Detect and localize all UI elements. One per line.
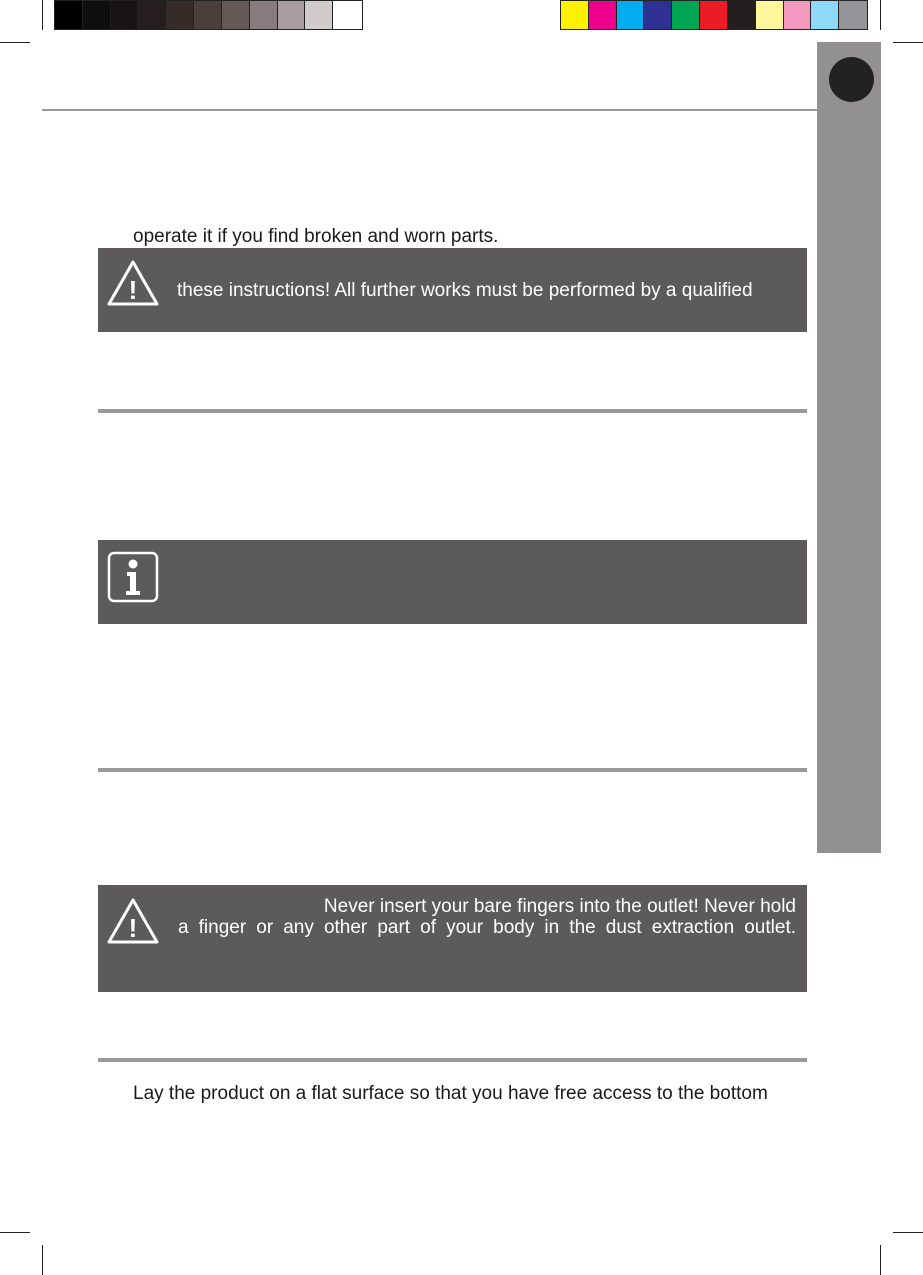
crop-mark <box>893 1232 923 1233</box>
grayscale-swatch <box>111 1 139 29</box>
process-swatch <box>811 1 839 29</box>
grayscale-swatch <box>333 1 362 29</box>
warning-text: these instructions! All further works must be performed by a qualified <box>177 280 753 301</box>
process-swatch <box>756 1 784 29</box>
section-rule <box>98 1058 807 1062</box>
process-swatch <box>728 1 756 29</box>
crop-mark <box>880 1245 881 1275</box>
grayscale-swatch <box>305 1 333 29</box>
grayscale-swatch <box>166 1 194 29</box>
process-swatch <box>561 1 589 29</box>
grayscale-swatch <box>138 1 166 29</box>
crop-mark <box>880 0 881 30</box>
grayscale-swatch <box>55 1 83 29</box>
warning-triangle-icon <box>107 898 159 944</box>
section-rule <box>98 409 807 413</box>
crop-mark <box>42 0 43 30</box>
body-text-worn-parts: operate it if you find broken and worn parts. <box>133 226 499 247</box>
grayscale-swatch <box>194 1 222 29</box>
header-rule <box>42 109 817 111</box>
crop-mark <box>0 1232 30 1233</box>
svg-text:!: ! <box>128 913 138 943</box>
process-swatch <box>784 1 812 29</box>
crop-mark <box>42 1245 43 1275</box>
crop-mark <box>0 42 30 43</box>
info-icon <box>107 551 159 603</box>
chapter-marker-dot <box>829 57 874 102</box>
process-swatch <box>617 1 645 29</box>
warning-text-line1: Never insert your bare fingers into the outlet! Never hold <box>323 896 796 917</box>
chapter-side-tab <box>817 42 881 853</box>
process-swatch <box>589 1 617 29</box>
grayscale-color-bar <box>54 0 363 30</box>
process-swatch <box>644 1 672 29</box>
grayscale-swatch <box>278 1 306 29</box>
grayscale-swatch <box>250 1 278 29</box>
warning-box <box>98 885 807 992</box>
body-text-lay-product: Lay the product on a flat surface so that you have free access to the bottom <box>133 1083 768 1104</box>
process-swatch <box>700 1 728 29</box>
info-box <box>98 540 807 624</box>
crop-mark <box>893 42 923 43</box>
warning-triangle-icon <box>107 260 159 306</box>
process-swatch <box>672 1 700 29</box>
section-rule <box>98 768 807 772</box>
svg-text:!: ! <box>128 275 138 305</box>
grayscale-swatch <box>222 1 250 29</box>
warning-box <box>98 248 807 332</box>
process-swatch <box>839 1 867 29</box>
warning-text-line2: a finger or any other part of your body in the dust extraction outlet. <box>178 917 796 938</box>
grayscale-swatch <box>83 1 111 29</box>
process-color-bar <box>560 0 868 30</box>
